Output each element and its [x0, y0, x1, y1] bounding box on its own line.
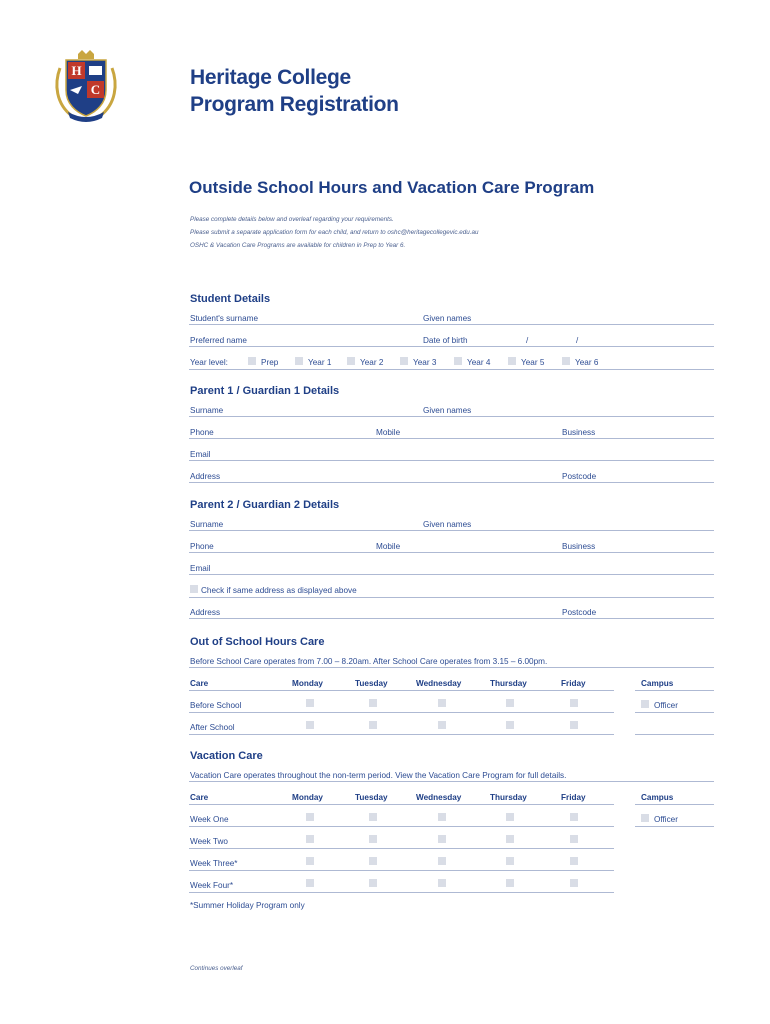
same-address-checkbox[interactable] [190, 585, 198, 593]
vacation-heading: Vacation Care [190, 750, 263, 762]
parent2-surname-label: Surname [190, 520, 224, 529]
vacation-campus-label: Officer [654, 815, 678, 824]
continues-overleaf-note: Continues overleaf [190, 965, 243, 972]
svg-text:H: H [71, 63, 82, 78]
oshc-col-campus: Campus [641, 679, 674, 688]
oshc-row-label: Before School [190, 701, 242, 710]
student-details-heading: Student Details [190, 293, 271, 305]
oshc-col-day: Friday [561, 679, 586, 688]
year-option-label: Prep [261, 358, 279, 367]
student-given-label: Given names [423, 314, 472, 323]
week3-monday-checkbox[interactable] [306, 857, 314, 865]
college-crest-logo [52, 50, 120, 124]
week1-monday-checkbox[interactable] [306, 813, 314, 821]
parent1-email-label: Email [190, 450, 211, 459]
parent1-given-label: Given names [423, 406, 472, 415]
vacation-row-label: Week Three* [190, 859, 238, 868]
vacation-col-day: Thursday [490, 793, 527, 802]
parent1-address-field[interactable] [189, 482, 714, 483]
oshc-campus-checkbox[interactable] [641, 700, 649, 708]
week4-thursday-checkbox[interactable] [506, 879, 514, 887]
field-underline [189, 369, 714, 370]
oshc-col-day: Thursday [490, 679, 527, 688]
parent1-name-field[interactable] [189, 416, 714, 417]
year-option-label: Year 3 [413, 358, 437, 367]
dob-separator: / [576, 336, 579, 345]
week4-friday-checkbox[interactable] [570, 879, 578, 887]
vacation-footnote: *Summer Holiday Program only [190, 901, 305, 910]
vacation-row-label: Week Two [190, 837, 228, 846]
oshc-col-day: Monday [292, 679, 323, 688]
vacation-col-day: Wednesday [416, 793, 462, 802]
vacation-campus-checkbox[interactable] [641, 814, 649, 822]
parent2-phone-label: Phone [190, 542, 214, 551]
year-option-label: Year 6 [575, 358, 599, 367]
dob-separator: / [526, 336, 529, 345]
week2-thursday-checkbox[interactable] [506, 835, 514, 843]
parent2-email-label: Email [190, 564, 211, 573]
page-title: Heritage College Program Registration [190, 66, 399, 116]
parent2-business-label: Business [562, 542, 596, 551]
week4-wednesday-checkbox[interactable] [438, 879, 446, 887]
parent1-postcode-label: Postcode [562, 472, 597, 481]
field-underline [189, 781, 714, 782]
week2-tuesday-checkbox[interactable] [369, 835, 377, 843]
preferred-name-label: Preferred name [190, 336, 247, 345]
parent2-postcode-label: Postcode [562, 608, 597, 617]
before-thursday-checkbox[interactable] [506, 699, 514, 707]
table-rule [189, 870, 614, 871]
week2-monday-checkbox[interactable] [306, 835, 314, 843]
table-rule [635, 734, 714, 735]
preferred-dob-field[interactable] [189, 346, 714, 347]
before-friday-checkbox[interactable] [570, 699, 578, 707]
parent2-phone-field[interactable] [189, 552, 714, 553]
parent2-mobile-label: Mobile [376, 542, 401, 551]
parent1-phone-label: Phone [190, 428, 214, 437]
oshc-row-label: After School [190, 723, 235, 732]
week1-friday-checkbox[interactable] [570, 813, 578, 821]
vacation-row-label: Week One [190, 815, 229, 824]
year-option-label: Year 4 [467, 358, 491, 367]
table-rule [189, 734, 614, 735]
after-thursday-checkbox[interactable] [506, 721, 514, 729]
before-monday-checkbox[interactable] [306, 699, 314, 707]
svg-text:C: C [90, 82, 101, 97]
year-4-checkbox[interactable] [454, 357, 462, 365]
after-tuesday-checkbox[interactable] [369, 721, 377, 729]
parent1-surname-label: Surname [190, 406, 224, 415]
parent1-business-label: Business [562, 428, 596, 437]
year-prep-checkbox[interactable] [248, 357, 256, 365]
table-rule [635, 712, 714, 713]
parent1-address-label: Address [190, 472, 221, 481]
year-option-label: Year 2 [360, 358, 384, 367]
year-6-checkbox[interactable] [562, 357, 570, 365]
before-tuesday-checkbox[interactable] [369, 699, 377, 707]
table-rule [189, 690, 614, 691]
after-monday-checkbox[interactable] [306, 721, 314, 729]
table-rule [635, 690, 714, 691]
week3-friday-checkbox[interactable] [570, 857, 578, 865]
table-rule [635, 826, 714, 827]
parent2-given-label: Given names [423, 520, 472, 529]
note-2: Please submit a separate application form for each child, and return to oshc@heritagecollegevic.edu.au [190, 229, 479, 236]
parent1-heading: Parent 1 / Guardian 1 Details [190, 385, 340, 397]
vacation-col-campus: Campus [641, 793, 674, 802]
oshc-description: Before School Care operates from 7.00 – 8.20am. After School Care operates from 3.15 – 6.00pm. [190, 657, 548, 666]
vacation-row-label: Week Four* [190, 881, 234, 890]
parent1-mobile-label: Mobile [376, 428, 401, 437]
table-rule [189, 848, 614, 849]
vacation-col-day: Friday [561, 793, 586, 802]
student-surname-label: Student's surname [190, 314, 259, 323]
year-2-checkbox[interactable] [347, 357, 355, 365]
vacation-col-day: Monday [292, 793, 323, 802]
parent2-email-field[interactable] [189, 574, 714, 575]
oshc-col-care: Care [190, 679, 209, 688]
parent2-heading: Parent 2 / Guardian 2 Details [190, 499, 340, 511]
week1-tuesday-checkbox[interactable] [369, 813, 377, 821]
dob-label: Date of birth [423, 336, 468, 345]
year-1-checkbox[interactable] [295, 357, 303, 365]
week3-wednesday-checkbox[interactable] [438, 857, 446, 865]
table-rule [635, 804, 714, 805]
table-rule [189, 826, 614, 827]
before-wednesday-checkbox[interactable] [438, 699, 446, 707]
oshc-col-day: Tuesday [355, 679, 388, 688]
vacation-description: Vacation Care operates throughout the non-term period. View the Vacation Care Program for full details. [190, 771, 567, 780]
week2-friday-checkbox[interactable] [570, 835, 578, 843]
week3-tuesday-checkbox[interactable] [369, 857, 377, 865]
student-name-field[interactable] [189, 324, 714, 325]
oshc-col-day: Wednesday [416, 679, 462, 688]
week3-thursday-checkbox[interactable] [506, 857, 514, 865]
note-1: Please complete details below and overleaf regarding your requirements. [190, 216, 394, 223]
oshc-heading: Out of School Hours Care [190, 636, 325, 648]
note-3: OSHC & Vacation Care Programs are available for children in Prep to Year 6. [190, 242, 406, 249]
week1-thursday-checkbox[interactable] [506, 813, 514, 821]
year-level-label: Year level: [190, 358, 228, 367]
program-title: Outside School Hours and Vacation Care Program [189, 178, 595, 197]
parent1-phone-field[interactable] [189, 438, 714, 439]
year-option-label: Year 5 [521, 358, 545, 367]
field-underline [189, 597, 714, 598]
year-option-label: Year 1 [308, 358, 332, 367]
same-address-label: Check if same address as displayed above [201, 586, 357, 595]
table-rule [189, 892, 614, 893]
parent2-address-label: Address [190, 608, 221, 617]
parent2-address-field[interactable] [189, 618, 714, 619]
table-rule [189, 712, 614, 713]
table-rule [189, 804, 614, 805]
week4-tuesday-checkbox[interactable] [369, 879, 377, 887]
after-friday-checkbox[interactable] [570, 721, 578, 729]
year-5-checkbox[interactable] [508, 357, 516, 365]
after-wednesday-checkbox[interactable] [438, 721, 446, 729]
parent1-email-field[interactable] [189, 460, 714, 461]
week2-wednesday-checkbox[interactable] [438, 835, 446, 843]
year-3-checkbox[interactable] [400, 357, 408, 365]
oshc-campus-label: Officer [654, 701, 678, 710]
week4-monday-checkbox[interactable] [306, 879, 314, 887]
field-underline [189, 667, 714, 668]
vacation-col-day: Tuesday [355, 793, 388, 802]
week1-wednesday-checkbox[interactable] [438, 813, 446, 821]
parent2-name-field[interactable] [189, 530, 714, 531]
vacation-col-care: Care [190, 793, 209, 802]
